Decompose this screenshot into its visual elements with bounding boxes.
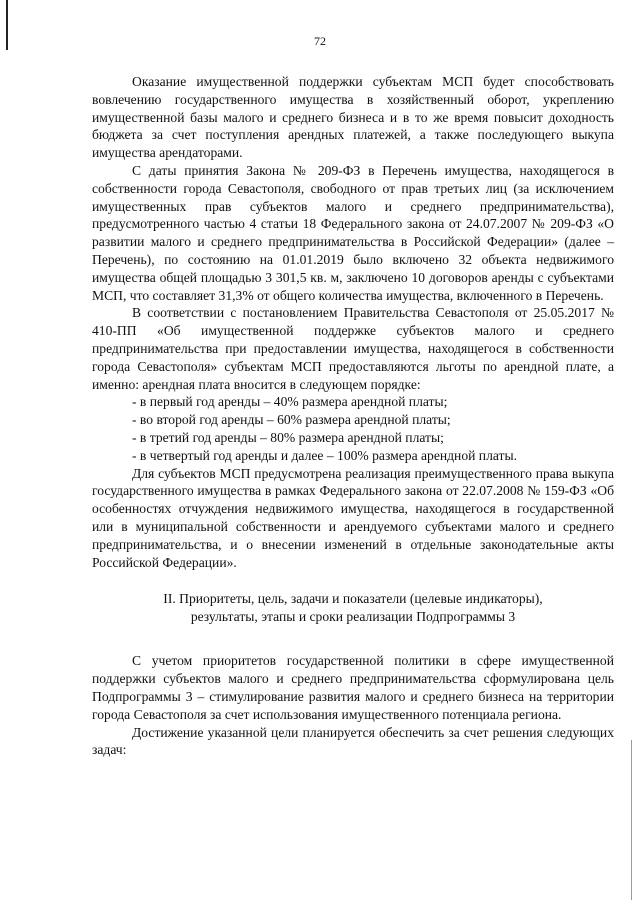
paragraph-government-decree: В соответствии с постановлением Правительства Севастополя от 25.05.2017 № 410-ПП «Об имущественной поддержке субъектов малого и среднего предпринимательства при предоставлении имущества, находящегося в собственности города Севастополя» субъектам МСП предоставляются льготы по арендной плате, а именно: арендная плата вносится в следующем порядке:	[92, 305, 614, 392]
section-heading-line-1: II. Приоритеты, цель, задачи и показатели (целевые индикаторы),	[163, 591, 543, 607]
section-heading	[92, 590, 614, 626]
list-item-rent-year-1: - в первый год аренды – 40% размера арендной платы;	[132, 394, 448, 410]
document-body	[92, 73, 614, 759]
list-item-rent-year-3: - в третий год аренды – 80% размера арендной платы;	[132, 429, 444, 445]
paragraph-tasks-intro: Достижение указанной цели планируется обеспечить за счет решения следующих задач:	[92, 724, 614, 758]
paragraph-buyout-right: Для субъектов МСП предусмотрена реализация преимущественного права выкупа государственного имущества в рамках Федерального закона от 22.07.2008 № 159-ФЗ «Об особенностях отчуждения недвижимого имущества, находящегося в государственной или в муниципальной собственности и арендуемого субъектами малого и среднего предпринимательства, и о внесении изменений в отдельные законодательные акты Российской Федерации».	[92, 465, 614, 570]
scan-edge-line	[631, 740, 632, 900]
paragraph-goal: С учетом приоритетов государственной политики в сфере имущественной поддержки субъектов малого и среднего предпринимательства сформулирована цель Подпрограммы 3 – стимулирование развития малого и среднего бизнеса на территории города Севастополя за счет использования имущественного потенциала региона.	[92, 653, 614, 722]
section-heading-line-2: результаты, этапы и сроки реализации Подпрограммы 3	[190, 609, 516, 625]
page-number: 72	[314, 34, 326, 48]
paragraph-property-support: Оказание имущественной поддержки субъектам МСП будет способствовать вовлечению государственного имущества в хозяйственный оборот, укреплению имущественной базы малого и среднего бизнеса и в то же время повысит доходность бюджета за счет поступления арендных платежей, а также последующего выкупа имущества арендаторами.	[92, 74, 614, 161]
paragraph-perechen: С даты принятия Закона № 209-ФЗ в Перечень имущества, находящегося в собственности города Севастополя, свободного от прав третьих лиц (за исключением имущественных прав субъектов малого и среднего предпринимательства), предусмотренного частью 4 статьи 18 Федерального закона от 24.07.2007 № 209-ФЗ «О развитии малого и среднего предпринимательства в Российской Федерации» (далее – Перечень), по состоянию на 01.01.2019 было включено 32 объекта недвижимого имущества общей площадью 3 301,5 кв. м, заключено 10 договоров аренды с субъектами МСП, что составляет 31,3% от общего количества имущества, включенного в Перечень.	[92, 162, 614, 303]
list-item-rent-year-2: - во второй год аренды – 60% размера арендной платы;	[132, 412, 451, 428]
list-item-rent-year-4: - в четвертый год аренды и далее – 100% размера арендной платы.	[132, 447, 518, 463]
